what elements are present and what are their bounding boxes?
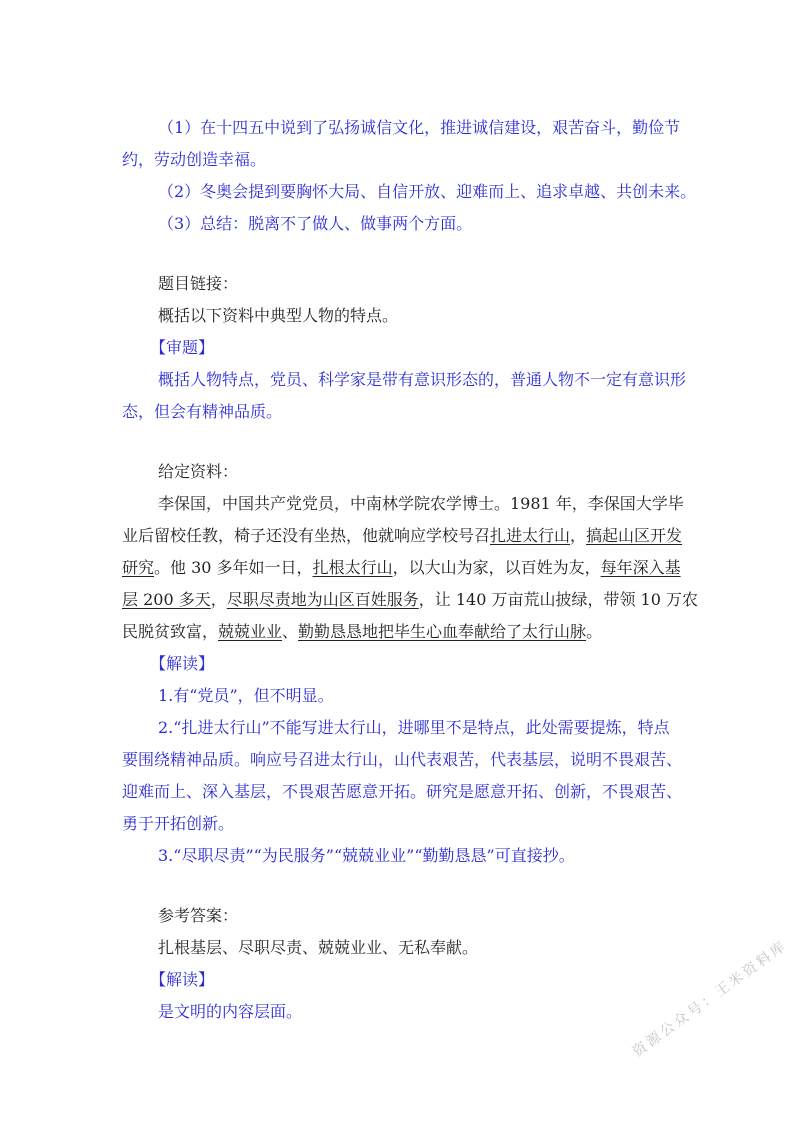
underlined-phrase: 扎根太行山 [312, 558, 393, 577]
review-line-2: 态，但会有精神品质。 [122, 402, 283, 421]
underlined-phrase: 扎进太行山 [490, 526, 571, 545]
analysis-point-3: 3.“尽职尽责”“为民服务”“兢兢业业”“勤勤恳恳”可直接抄。 [158, 846, 575, 865]
material-line-5-text-c: 。 [586, 622, 603, 641]
answer-text: 扎根基层、尽职尽责、兢兢业业、无私奉献。 [158, 938, 479, 957]
material-line-5 [122, 622, 602, 644]
item-1-line-1: （1）在十四五中说到了弘扬诚信文化，推进诚信建设，艰苦奋斗，勤俭节 [158, 118, 681, 137]
material-line-3-text-b: ，以大山为家，以百姓为友， [392, 558, 601, 577]
material-line-4 [122, 590, 698, 612]
material-line-2 [122, 526, 682, 548]
analysis-point-2-line-4: 勇于开拓创新。 [122, 814, 235, 833]
item-3: （3）总结：脱离不了做人、做事两个方面。 [158, 214, 473, 233]
material-heading: 给定资料： [158, 462, 239, 481]
underlined-phrase: 每年深入基 [600, 558, 681, 577]
review-heading: 【审题】 [150, 338, 215, 357]
underlined-phrase: 层 200 多天 [122, 590, 211, 609]
underlined-phrase: 尽职尽责地为山区百姓服务 [226, 590, 419, 609]
material-line-2-sep: ， [570, 526, 587, 545]
analysis-point-1: 1.有“党员”，但不明显。 [158, 686, 334, 705]
material-line-1: 李保国，中国共产党党员，中南林学院农学博士。1981 年，李保国大学毕 [158, 494, 684, 513]
item-2: （2）冬奥会提到要胸怀大局、自信开放、迎难而上、追求卓越、共创未来。 [158, 182, 697, 201]
answer-analysis-heading: 【解读】 [150, 970, 215, 989]
material-line-5-text-b: 、 [282, 622, 299, 641]
material-line-3 [122, 558, 681, 580]
underlined-phrase: 勤勤恳恳地把毕生心血奉献给了太行山脉 [298, 622, 587, 641]
material-line-5-text-a: 民脱贫致富， [122, 622, 219, 641]
analysis-point-2-line-2: 要围绕精神品质。响应号召进太行山，山代表艰苦，代表基层，说明不畏艰苦、 [122, 750, 683, 769]
review-line-1: 概括人物特点，党员、科学家是带有意识形态的，普通人物不一定有意识形 [158, 370, 687, 389]
underlined-phrase: 兢兢业业 [218, 622, 283, 641]
material-line-3-text-a: 。他 30 多年如一日， [154, 558, 313, 577]
answer-heading: 参考答案： [158, 906, 239, 925]
analysis-point-2-line-1: 2.“扎进太行山”不能写进太行山，进哪里不是特点，此处需要提炼，特点 [158, 718, 670, 737]
material-line-4-text-b: ，让 140 万亩荒山披绿，带领 10 万农 [418, 590, 698, 609]
underlined-phrase: 研究 [122, 558, 155, 577]
question-text: 概括以下资料中典型人物的特点。 [158, 306, 399, 325]
analysis-heading: 【解读】 [150, 654, 215, 673]
question-heading: 题目链接： [158, 274, 239, 293]
analysis-point-2-line-3: 迎难而上、深入基层，不畏艰苦愿意开拓。研究是愿意开拓、创新，不畏艰苦、 [122, 782, 683, 801]
answer-analysis-text: 是文明的内容层面。 [158, 1002, 303, 1021]
watermark: 资源公众号：王米资料库 [629, 937, 791, 1061]
material-line-2-text: 业后留校任教，椅子还没有坐热，他就响应学校号召 [122, 526, 491, 545]
underlined-phrase: 搞起山区开发 [586, 526, 683, 545]
material-line-4-text-a: ， [210, 590, 227, 609]
item-1-line-2: 约，劳动创造幸福。 [122, 150, 267, 169]
